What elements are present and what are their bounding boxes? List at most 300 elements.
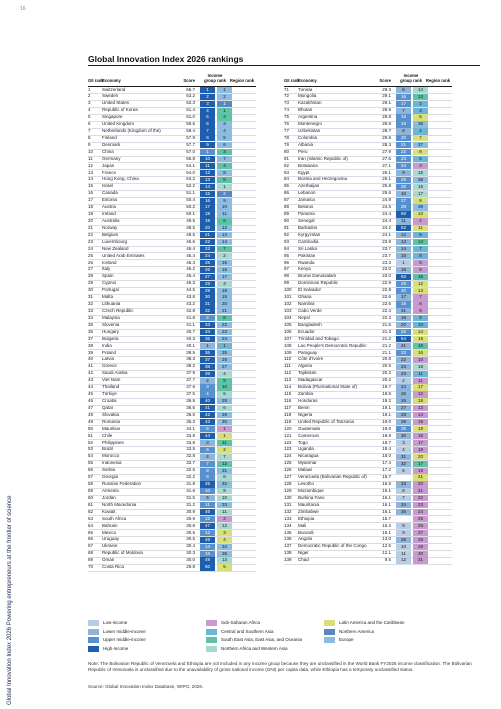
table-row xyxy=(284,453,480,460)
table-row xyxy=(88,170,284,177)
score: 16.1 xyxy=(382,501,391,507)
region-rank: 18 xyxy=(413,398,428,404)
table-row xyxy=(284,149,480,156)
score: 50.2 xyxy=(186,204,195,210)
score: 17.4 xyxy=(382,460,391,466)
gii-rank: 26 xyxy=(88,259,94,265)
economy-name: Nepal xyxy=(298,314,310,320)
gii-rank: 134 xyxy=(284,522,292,528)
region-rank: 27 xyxy=(217,364,232,370)
score: 53.2 xyxy=(186,176,195,182)
table-row xyxy=(88,100,284,107)
gii-rank: 138 xyxy=(284,550,292,556)
table-row xyxy=(88,114,284,121)
legend-label: Upper middle-income xyxy=(103,637,146,642)
legend-swatch xyxy=(206,637,217,643)
income-group-rank: 23 xyxy=(396,371,411,377)
region-rank: 17 xyxy=(413,461,428,467)
region-rank: 11 xyxy=(217,440,232,446)
table-row xyxy=(88,543,284,550)
economy-name: Pakistan xyxy=(298,252,316,258)
legend-item xyxy=(206,645,302,654)
economy-name: Myanmar xyxy=(298,460,317,466)
score: 22.9 xyxy=(382,280,391,286)
table-row xyxy=(88,197,284,204)
region-rank: 4 xyxy=(413,218,428,224)
income-group-rank: 3 xyxy=(396,440,411,446)
score: 30.9 xyxy=(186,515,195,521)
region-rank: 5 xyxy=(413,260,428,266)
income-group-rank: 9 xyxy=(200,142,215,148)
table-row xyxy=(88,557,284,564)
header-score: Score xyxy=(379,78,391,84)
income-group-rank: 8 xyxy=(396,523,411,529)
economy-name: Uzbekistan xyxy=(298,128,321,134)
gii-rank: 24 xyxy=(88,245,94,251)
table-row xyxy=(284,488,480,495)
income-group-rank: 1 xyxy=(200,149,215,155)
economy-name: Democratic Republic of the Congo xyxy=(298,543,367,549)
table-row xyxy=(284,343,480,350)
gii-rank: 9 xyxy=(88,141,91,147)
economy-name: Angola xyxy=(298,536,313,542)
gii-rank: 116 xyxy=(284,397,292,403)
gii-rank: 53 xyxy=(88,446,94,452)
gii-rank: 75 xyxy=(284,114,290,120)
gii-rank: 14 xyxy=(88,176,94,182)
economy-name: Germany xyxy=(102,155,121,161)
economy-name: Benin xyxy=(298,404,310,410)
gii-rank: 67 xyxy=(88,543,94,549)
region-rank: 17 xyxy=(413,191,428,197)
table-row xyxy=(284,280,480,287)
gii-rank: 133 xyxy=(284,515,292,521)
income-group-rank: 16 xyxy=(396,94,411,100)
gii-rank: 111 xyxy=(284,363,291,369)
region-rank: 8 xyxy=(413,253,428,259)
economy-name: Luxembourg xyxy=(102,238,128,244)
score: 18.0 xyxy=(382,453,391,459)
economy-name: Zimbabwe xyxy=(298,508,319,514)
economy-name: Bahrain xyxy=(102,522,118,528)
economy-name: Croatia xyxy=(102,397,117,403)
economy-name: Nigeria xyxy=(298,411,313,417)
legend-item xyxy=(324,619,405,628)
score: 27.6 xyxy=(382,155,391,161)
economy-name: United Arab Emirates xyxy=(102,252,145,258)
table-row xyxy=(284,93,480,100)
economy-name: Japan xyxy=(102,162,115,168)
score: 41.1 xyxy=(186,321,195,327)
gii-rank: 102 xyxy=(284,301,292,307)
economy-name: Bolivia (Plurinational State of) xyxy=(298,384,358,390)
income-group-rank: 2 xyxy=(200,378,215,384)
score: 35.3 xyxy=(186,418,195,424)
income-group-rank: 18 xyxy=(200,211,215,217)
income-group-rank: 24 xyxy=(396,163,411,169)
region-rank: 8 xyxy=(413,149,428,155)
table-row xyxy=(284,225,480,232)
gii-rank: 48 xyxy=(88,411,94,417)
income-group-rank: 23 xyxy=(396,364,411,370)
economy-name: Guatemala xyxy=(298,425,321,431)
income-group-rank: 20 xyxy=(396,322,411,328)
region-rank: 35 xyxy=(217,551,232,557)
economy-name: India xyxy=(102,342,112,348)
income-group-rank: 11 xyxy=(200,163,215,169)
economy-name: Thailand xyxy=(102,384,120,390)
score: 29.3 xyxy=(382,86,391,92)
score: 38.2 xyxy=(186,363,195,369)
gii-rank: 92 xyxy=(284,231,290,237)
score: 66.7 xyxy=(186,86,195,92)
gii-rank: 77 xyxy=(284,128,290,134)
score: 19.5 xyxy=(382,391,391,397)
score: 21.5 xyxy=(382,321,391,327)
income-group-rank: 13 xyxy=(200,177,215,183)
income-group-rank: 44 xyxy=(200,433,215,439)
economy-name: Barbados xyxy=(298,224,318,230)
legend-swatch xyxy=(206,620,217,626)
table-row xyxy=(88,336,284,343)
income-group-rank: 1 xyxy=(200,87,215,93)
income-group-rank: 2 xyxy=(396,378,411,384)
economy-name: Lao People's Democratic Republic xyxy=(298,342,367,348)
table-row xyxy=(284,391,480,398)
score: 16.7 xyxy=(382,474,391,480)
income-group-rank: 34 xyxy=(396,502,411,508)
score: 22.6 xyxy=(382,294,391,300)
table-row xyxy=(284,481,480,488)
income-group-rank: 9 xyxy=(396,170,411,176)
score: 37.6 xyxy=(186,384,195,390)
gii-rank: 97 xyxy=(284,266,290,272)
score: 50.4 xyxy=(186,197,195,203)
score: 28.8 xyxy=(382,121,391,127)
region-rank: 9 xyxy=(217,198,232,204)
score: 24.1 xyxy=(382,231,391,237)
region-rank: 13 xyxy=(217,557,232,563)
income-group-rank: 14 xyxy=(200,184,215,190)
gii-rank: 56 xyxy=(88,467,94,473)
score: 23.0 xyxy=(382,273,391,279)
table-row xyxy=(284,239,480,246)
region-rank: 16 xyxy=(413,350,428,356)
income-group-rank: 22 xyxy=(396,357,411,363)
gii-rank: 113 xyxy=(284,377,292,383)
income-group-rank: 38 xyxy=(200,364,215,370)
income-group-rank: 14 xyxy=(200,544,215,550)
score: 32.8 xyxy=(186,453,195,459)
gii-rank: 7 xyxy=(88,128,91,134)
economy-name: Zambia xyxy=(298,391,314,397)
gii-rank: 95 xyxy=(284,252,290,258)
income-group-rank: 13 xyxy=(200,530,215,536)
table-row xyxy=(284,460,480,467)
header-income-rank: Income group rank xyxy=(400,73,422,84)
legend-swatch xyxy=(206,629,217,635)
gii-rank: 23 xyxy=(88,238,94,244)
page-title: Global Innovation Index 2026 rankings xyxy=(88,54,244,64)
table-row xyxy=(88,225,284,232)
legend-item xyxy=(206,619,302,628)
table-row xyxy=(284,142,480,149)
gii-rank: 115 xyxy=(284,391,292,397)
score: 28.3 xyxy=(382,141,391,147)
gii-rank: 60 xyxy=(88,494,94,500)
region-rank: 4 xyxy=(217,537,232,543)
gii-rank: 12 xyxy=(88,162,94,168)
region-rank: 3 xyxy=(217,121,232,127)
income-group-rank: 19 xyxy=(200,218,215,224)
table-row xyxy=(88,280,284,287)
economy-name: Canada xyxy=(102,190,118,196)
table-row xyxy=(284,107,480,114)
region-rank: 14 xyxy=(217,239,232,245)
score: 33.5 xyxy=(186,446,195,452)
header-region-rank: Region rank xyxy=(425,78,451,84)
income-group-rank: 40 xyxy=(200,398,215,404)
income-group-rank: 3 xyxy=(200,101,215,107)
score: 20.3 xyxy=(382,370,391,376)
gii-rank: 81 xyxy=(284,155,290,161)
legend-label: South East Asia, East Asia, and Oceania xyxy=(221,637,303,642)
table-row xyxy=(88,204,284,211)
economy-name: Israel xyxy=(102,183,114,189)
region-rank: 10 xyxy=(413,357,428,363)
economy-name: Latvia xyxy=(102,356,115,362)
income-group-rank: 31 xyxy=(396,308,411,314)
economy-name: Lebanon xyxy=(298,190,316,196)
score: 22.5 xyxy=(382,301,391,307)
region-rank: 2 xyxy=(413,101,428,107)
economy-name: Mozambique xyxy=(298,487,324,493)
gii-rank: 49 xyxy=(88,418,94,424)
table-row xyxy=(284,530,480,537)
region-rank: 2 xyxy=(217,516,232,522)
economy-name: El Salvador xyxy=(298,287,322,293)
table-row xyxy=(284,557,480,564)
table-row xyxy=(88,356,284,363)
income-group-rank: 8 xyxy=(200,135,215,141)
gii-rank: 135 xyxy=(284,529,292,535)
score: 19.2 xyxy=(382,397,391,403)
income-group-rank: 35 xyxy=(200,336,215,342)
region-rank: 29 xyxy=(217,412,232,418)
economy-name: Republic of Moldova xyxy=(102,550,143,556)
gii-rank: 54 xyxy=(88,453,94,459)
score: 54.1 xyxy=(186,162,195,168)
gii-rank: 52 xyxy=(88,439,94,445)
income-group-rank: 29 xyxy=(396,419,411,425)
legend-swatch xyxy=(88,620,99,626)
region-rank: 4 xyxy=(413,128,428,134)
region-rank: 3 xyxy=(217,530,232,536)
score: 46.2 xyxy=(186,266,195,272)
score: 32.2 xyxy=(186,474,195,480)
economy-name: Bulgaria xyxy=(102,335,119,341)
region-rank: 31 xyxy=(217,468,232,474)
region-rank: 19 xyxy=(413,468,428,474)
gii-rank: 85 xyxy=(284,183,290,189)
score: 16.1 xyxy=(382,494,391,500)
economy-name: Paraguay xyxy=(298,349,318,355)
table-row xyxy=(88,509,284,516)
gii-rank: 11 xyxy=(88,155,93,161)
table-row xyxy=(88,453,284,460)
score: 45.4 xyxy=(186,273,195,279)
economy-name: Hong Kong, China xyxy=(102,176,139,182)
income-group-rank: 27 xyxy=(396,198,411,204)
table-row xyxy=(88,440,284,447)
income-group-rank: 20 xyxy=(200,225,215,231)
table-row xyxy=(88,218,284,225)
score: 24.4 xyxy=(382,211,391,217)
gii-rank: 88 xyxy=(284,204,290,210)
income-group-rank: 19 xyxy=(396,315,411,321)
income-group-rank: 17 xyxy=(396,294,411,300)
table-body xyxy=(88,87,284,572)
gii-rank: 17 xyxy=(88,197,94,203)
income-group-rank: 36 xyxy=(200,350,215,356)
region-rank: 3 xyxy=(217,281,232,287)
legend-label: Central and Southern Asia xyxy=(221,628,274,634)
income-group-rank: 12 xyxy=(396,232,411,238)
income-group-rank: 32 xyxy=(396,461,411,467)
region-rank: 8 xyxy=(413,301,428,307)
gii-rank: 63 xyxy=(88,515,94,521)
gii-rank: 104 xyxy=(284,314,292,320)
score: 29.1 xyxy=(382,93,391,99)
region-rank: 11 xyxy=(217,211,232,217)
source-note: Source: Global Innovation Index Database, WIPO, 2026. xyxy=(88,684,204,689)
legend-item xyxy=(88,645,146,654)
economy-name: Lesotho xyxy=(298,481,315,487)
economy-name: Czech Republic xyxy=(102,308,134,313)
gii-rank: 73 xyxy=(284,100,290,106)
score: 24.2 xyxy=(382,224,391,230)
footnote: Note: The Bolivarian Republic of Venezuela and Ethiopia are not included in any income group because they are unclassified in the World Bank FY2026 income classification. The Bolivarian Republic of Venezuela is unclassified due to the unavailability of gross national income (GNI) per capita data, while Ethiopia has a temporary unclassified status. xyxy=(88,661,472,672)
income-group-rank: 4 xyxy=(200,391,215,397)
score: 40.7 xyxy=(186,328,195,334)
score: 43.8 xyxy=(186,294,195,300)
region-rank: 1 xyxy=(217,343,232,349)
economy-name: Ghana xyxy=(298,294,312,300)
region-rank: 16 xyxy=(413,433,428,439)
region-rank: 12 xyxy=(217,523,232,529)
table-row xyxy=(88,128,284,135)
gii-rank: 30 xyxy=(88,287,94,293)
legend-swatch xyxy=(88,629,99,635)
gii-rank: 39 xyxy=(88,349,94,355)
score: 30.6 xyxy=(186,529,195,535)
region-rank: 16 xyxy=(413,343,428,349)
economy-name: Costa Rica xyxy=(102,564,125,570)
score: 18.7 xyxy=(382,439,391,445)
region-rank: 27 xyxy=(413,530,428,536)
gii-rank: 79 xyxy=(284,141,290,147)
score: 30.5 xyxy=(186,536,195,542)
economy-name: Chad xyxy=(298,557,309,563)
table-row xyxy=(284,128,480,135)
gii-rank: 57 xyxy=(88,474,94,480)
region-rank: 26 xyxy=(413,523,428,529)
region-rank: 3 xyxy=(413,108,428,114)
table-row xyxy=(88,287,284,294)
income-group-rank: 47 xyxy=(200,523,215,529)
table-row xyxy=(88,135,284,142)
score: 16.5 xyxy=(382,481,391,487)
income-group-rank: 36 xyxy=(396,537,411,543)
score: 22.4 xyxy=(382,308,391,313)
region-rank: 18 xyxy=(217,288,232,294)
region-rank: 5 xyxy=(413,156,428,162)
region-rank: 12 xyxy=(413,391,428,397)
income-group-rank: 11 xyxy=(200,502,215,508)
score: 19.0 xyxy=(382,425,391,431)
region-rank: 39 xyxy=(413,204,428,210)
economy-name: Sweden xyxy=(102,93,119,99)
region-rank: 2 xyxy=(217,447,232,453)
score: 22.3 xyxy=(382,314,391,320)
table-row xyxy=(88,467,284,474)
income-group-rank: 41 xyxy=(200,405,215,411)
gii-rank: 93 xyxy=(284,238,290,244)
income-group-rank: 7 xyxy=(396,495,411,501)
region-rank: 6 xyxy=(217,405,232,411)
region-rank: 13 xyxy=(413,405,428,411)
table-row xyxy=(88,253,284,260)
economy-name: Republic of Korea xyxy=(102,107,138,113)
economy-name: Cyprus xyxy=(102,280,117,286)
gii-rank: 74 xyxy=(284,107,290,113)
table-row xyxy=(88,260,284,267)
economy-name: Türkiye xyxy=(102,391,117,397)
income-group-rank: 35 xyxy=(396,426,411,432)
income-group-rank: 28 xyxy=(200,281,215,287)
table-row xyxy=(284,294,480,301)
economy-name: Malta xyxy=(102,294,114,300)
header-rank: GII rank xyxy=(88,78,104,84)
region-rank: 11 xyxy=(413,225,428,231)
gii-rank: 4 xyxy=(88,107,91,113)
gii-rank: 109 xyxy=(284,349,292,355)
income-group-rank: 12 xyxy=(200,516,215,522)
score: 33.8 xyxy=(186,439,195,445)
table-row xyxy=(284,315,480,322)
table-row xyxy=(284,329,480,336)
table-row xyxy=(284,384,480,391)
income-group-rank: 21 xyxy=(396,142,411,148)
legend-label: Latin America and the Caribbean xyxy=(339,620,405,625)
economy-name: Mongolia xyxy=(298,93,317,99)
score: 38.3 xyxy=(186,356,195,362)
income-group-rank: 3 xyxy=(200,384,215,390)
region-rank: 10 xyxy=(217,204,232,210)
table-row xyxy=(284,405,480,412)
header-score: Score xyxy=(183,78,195,84)
region-rank: 10 xyxy=(217,384,232,390)
region-rank: 10 xyxy=(413,211,428,217)
region-rank: 6 xyxy=(217,142,232,148)
score: 31.8 xyxy=(186,481,195,487)
income-group-rank: 22 xyxy=(200,239,215,245)
region-rank: 6 xyxy=(413,232,428,238)
table-row xyxy=(88,343,284,350)
region-rank: 13 xyxy=(413,288,428,294)
table-row xyxy=(284,440,480,447)
gii-rank: 91 xyxy=(284,224,290,230)
